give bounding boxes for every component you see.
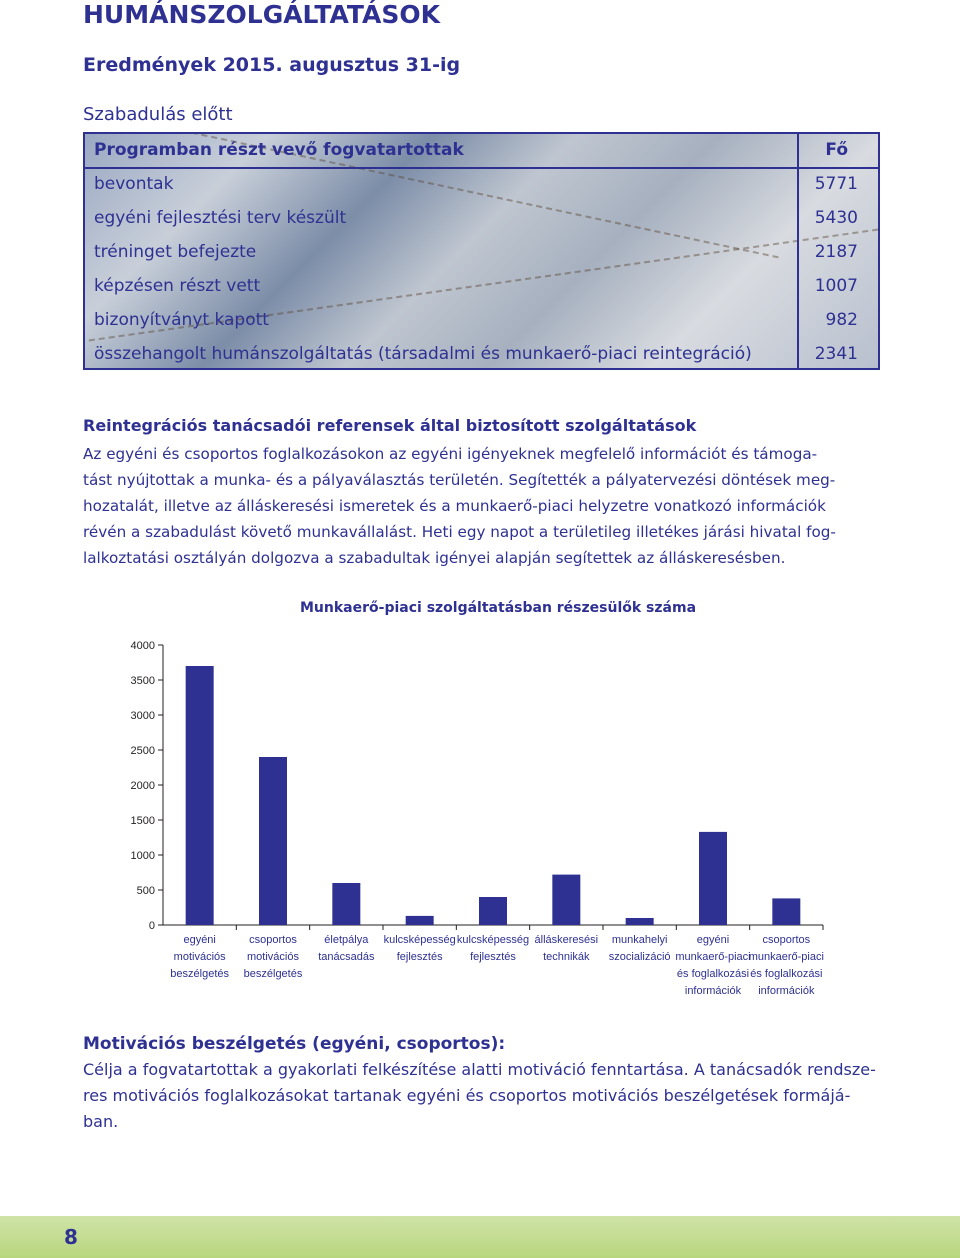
x-tick-label: álláskeresési: [534, 934, 599, 946]
section-label: Szabadulás előtt: [83, 104, 233, 125]
y-tick-label: 2000: [130, 780, 155, 792]
x-tick-label: munkaerő-piaci: [675, 951, 751, 963]
x-tick-label: szocializáció: [608, 951, 671, 963]
bar: [772, 898, 800, 925]
x-tick-label: és foglalkozási: [676, 968, 750, 980]
motivation-text: [83, 1057, 880, 1135]
table-row-label: bizonyítványt kapott: [94, 310, 269, 330]
x-tick-label: egyéni: [183, 934, 216, 946]
reintegration-heading: Reintegrációs tanácsadói referensek által biztosított szolgáltatások: [83, 416, 697, 435]
x-tick-label: technikák: [543, 951, 590, 963]
x-tick-label: életpálya: [324, 934, 369, 946]
table-row-value: 2341: [814, 344, 858, 364]
x-tick-label: és foglalkozási: [750, 968, 823, 980]
results-subtitle: Eredmények 2015. augusztus 31-ig: [83, 54, 461, 76]
table-row: [85, 338, 878, 370]
x-tick-label: fejlesztés: [396, 951, 443, 963]
table-row-value: 982: [825, 310, 858, 330]
x-tick-label: motivációs: [173, 951, 226, 963]
services-chart: [0, 595, 960, 1015]
y-tick-label: 1000: [130, 850, 155, 862]
table-row-value: 5771: [814, 174, 858, 194]
y-tick-label: 3000: [130, 710, 155, 722]
chart-title: Munkaerő-piaci szolgáltatásban részesülők száma: [300, 600, 697, 616]
x-tick-label: egyéni: [696, 934, 730, 946]
x-tick-label: csoportos: [249, 934, 297, 946]
bar: [259, 757, 287, 925]
motivation-line: Célja a fogvatartottak a gyakorlati felkészítése alatti motiváció fenntartása. A tanácsadók rendsze-: [83, 1060, 876, 1079]
motivation-heading: Motivációs beszélgetés (egyéni, csoportos):: [83, 1034, 506, 1054]
motivation-line: ban.: [83, 1112, 119, 1131]
bar: [186, 666, 214, 925]
x-tick-label: munkahelyi: [611, 934, 668, 946]
bar: [699, 832, 727, 925]
x-tick-label: fejlesztés: [470, 951, 516, 963]
x-tick-label: csoportos: [762, 934, 811, 946]
reintegration-text: [83, 441, 880, 571]
table-header-value: Fő: [825, 140, 848, 160]
table-header-row: [85, 134, 878, 169]
x-tick-label: információk: [758, 985, 815, 997]
table-row: [85, 270, 878, 303]
x-tick-label: információk: [684, 985, 742, 997]
table-row-label: egyéni fejlesztési terv készült: [94, 208, 347, 228]
y-tick-label: 500: [136, 885, 155, 897]
reintegration-line: tást nyújtottak a munka- és a pályaválasztás területén. Segítették a pályatervezési döntések meg-: [83, 471, 836, 489]
table-row: [85, 202, 878, 235]
bar: [626, 918, 654, 925]
table-row-label: tréninget befejezte: [94, 242, 257, 262]
reintegration-line: hozatalát, illetve az álláskeresési ismeretek és a munkaerő-piaci helyzetre vonatkozó információk: [83, 497, 826, 515]
table-row-value: 2187: [814, 242, 858, 262]
reintegration-line: lalkoztatási osztályán dolgozva a szabadultak igényei alapján segítettek az álláskeresésben.: [83, 549, 786, 567]
footer-band: [0, 1216, 960, 1258]
table-header-label: Programban részt vevő fogvatartottak: [94, 140, 464, 160]
y-tick-label: 2500: [130, 745, 155, 757]
reintegration-line: Az egyéni és csoportos foglalkozásokon az egyéni igényeknek megfelelő információt és támoga-: [83, 445, 818, 463]
y-tick-label: 4000: [130, 640, 155, 652]
chart-plot: [0, 595, 960, 1015]
y-tick-label: 3500: [130, 675, 155, 687]
table-row-value: 1007: [814, 276, 858, 296]
page-number: 8: [64, 1225, 78, 1249]
table-row-value: 5430: [814, 208, 858, 228]
x-tick-label: beszélgetés: [243, 968, 303, 980]
x-tick-label: tanácsadás: [318, 951, 375, 963]
table-row-label: bevontak: [94, 174, 174, 194]
motivation-line: res motivációs foglalkozásokat tartanak egyéni és csoportos motivációs beszélgetések formájá-: [83, 1086, 851, 1105]
table-row-label: képzésen részt vett: [94, 276, 261, 296]
participants-table: [83, 132, 880, 370]
x-tick-label: kulcsképesség: [456, 934, 530, 946]
bar: [332, 883, 360, 925]
x-tick-label: beszélgetés: [170, 968, 230, 980]
bar: [552, 875, 580, 925]
table-row: [85, 168, 878, 201]
page-title: HUMÁNSZOLGÁLTATÁSOK: [83, 0, 440, 29]
x-tick-label: kulcsképesség: [383, 934, 456, 946]
table-row: [85, 304, 878, 337]
bar: [406, 916, 434, 925]
reintegration-line: révén a szabadulást követő munkavállalást. Heti egy napot a területileg illetékes járási hivatal fog-: [83, 523, 836, 541]
bar: [479, 897, 507, 925]
x-tick-label: munkaerő-piaci: [748, 951, 824, 963]
y-tick-label: 1500: [130, 815, 155, 827]
y-tick-label: 0: [148, 920, 155, 932]
x-tick-label: motivációs: [247, 951, 299, 963]
table-row-label: összehangolt humánszolgáltatás (társadalmi és munkaerő-piaci reintegráció): [94, 344, 752, 364]
table-row: [85, 236, 878, 269]
